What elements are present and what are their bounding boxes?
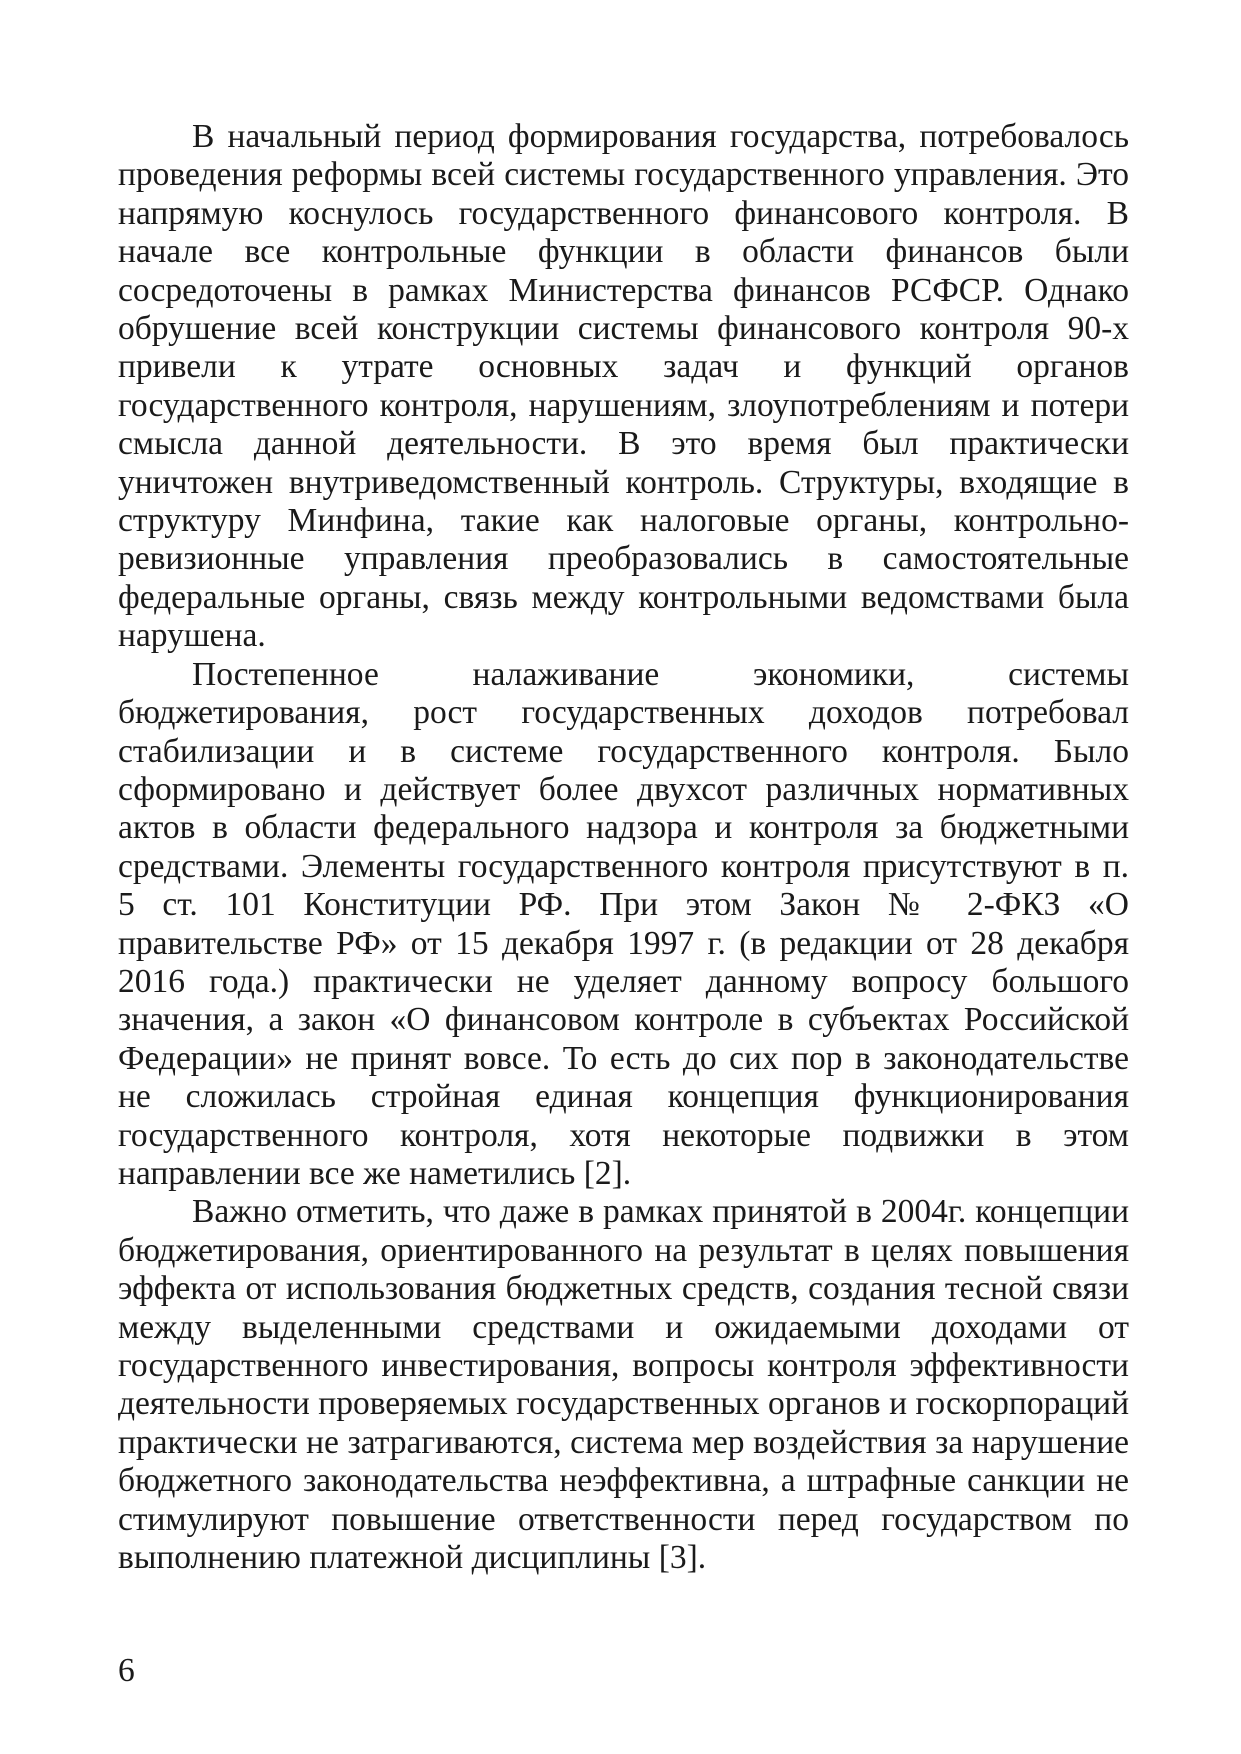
paragraph-1: В начальный период формирования государства, потребовалось проведения реформы всей системы государственного управления. Это напрямую коснулось государственного финансового контроля. В начале все контрольные функции в области финансов были сосредоточены в рамках Министерства финансов РСФСР. Однако обрушение всей конструкции системы финансового контроля 90-х привели к утрате основных задач и функций органов государственного контроля, нарушениям, злоупотреблениям и потери смысла данной деятельности. В это время был практически уничтожен внутриведомственный контроль. Структуры, входящие в структуру Минфина, такие как налоговые органы, контрольно-ревизионные управления преобразовались в самостоятельные федеральные органы, связь между контрольными ведомствами была нарушена. [118, 118, 1129, 655]
document-page [118, 118, 1129, 1577]
page-number: 6 [118, 1652, 135, 1689]
paragraph-2: Постепенное налаживание экономики, системы бюджетирования, рост государственных доходов потребовал стабилизации и в системе государственного контроля. Было сформировано и действует более двухсот различных нормативных актов в области федерального надзора и контроля за бюджетными средствами. Элементы государственного контроля присутствуют в п. 5 ст. 101 Конституции РФ. При этом Закон № 2-ФКЗ «О правительстве РФ» от 15 декабря 1997 г. (в редакции от 28 декабря 2016 года.) практически не уделяет данному вопросу большого значения, а закон «О финансовом контроле в субъектах Российской Федерации» не принят вовсе. То есть до сих пор в законодательстве не сложилась стройная единая концепция функционирования государственного контроля, хотя некоторые подвижки в этом направлении все же наметились [2]. [118, 655, 1129, 1192]
paragraph-3: Важно отметить, что даже в рамках принятой в 2004г. концепции бюджетирования, ориентированного на результат в целях повышения эффекта от использования бюджетных средств, создания тесной связи между выделенными средствами и ожидаемыми доходами от государственного инвестирования, вопросы контроля эффективности деятельности проверяемых государственных органов и госкорпораций практически не затрагиваются, система мер воздействия за нарушение бюджетного законодательства неэффективна, а штрафные санкции не стимулируют повышение ответственности перед государством по выполнению платежной дисциплины [3]. [118, 1193, 1129, 1577]
